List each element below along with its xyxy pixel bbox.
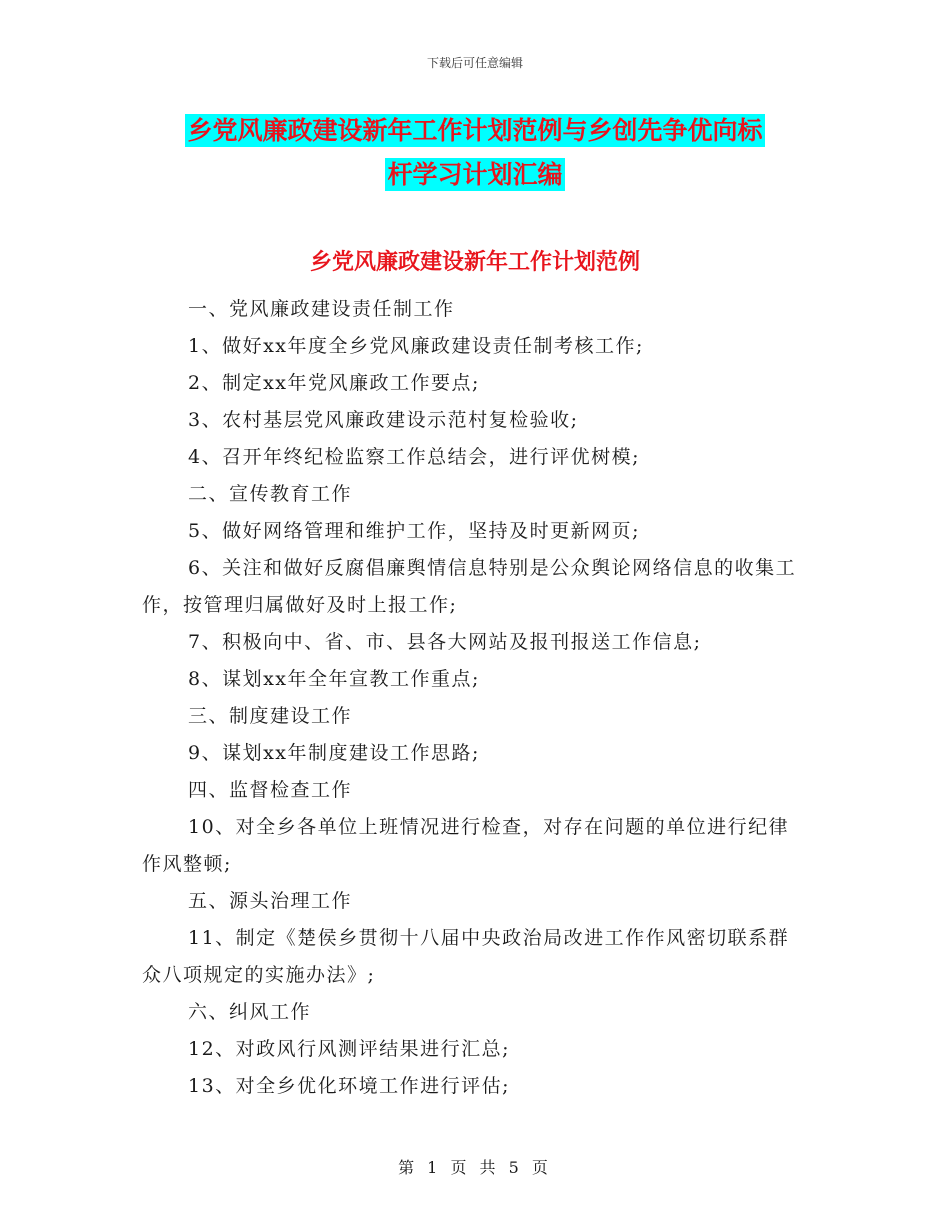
paragraph: 2、制定xx年党风廉政工作要点; [188, 372, 480, 394]
header-note: 下载后可任意编辑 [426, 56, 523, 70]
paragraph: 一、党风廉政建设责任制工作 [188, 298, 455, 320]
paragraph: 8、谋划xx年全年宣教工作重点; [188, 668, 480, 690]
paragraph: 四、监督检查工作 [188, 779, 353, 801]
paragraph: 三、制度建设工作 [188, 705, 353, 727]
main-title-line-1 [0, 111, 950, 151]
paragraph: 二、宣传教育工作 [188, 483, 353, 505]
paragraph: 9、谋划xx年制度建设工作思路; [188, 742, 480, 764]
body-text [142, 291, 807, 1105]
paragraph: 12、对政风行风测评结果进行汇总; [188, 1038, 511, 1060]
main-title-line-2 [0, 155, 950, 195]
main-title-highlight-1: 乡党风廉政建设新年工作计划范例与乡创先争优向标 [187, 116, 763, 145]
section-title: 乡党风廉政建设新年工作计划范例 [309, 250, 640, 275]
paragraph: 4、召开年终纪检监察工作总结会，进行评优树模; [188, 446, 640, 468]
paragraph: 13、对全乡优化环境工作进行评估; [188, 1075, 511, 1097]
paragraph: 10、对全乡各单位上班情况进行检查，对存在问题的单位进行纪律作风整顿; [142, 816, 790, 875]
paragraph: 6、关注和做好反腐倡廉舆情信息特别是公众舆论网络信息的收集工作，按管理归属做好及时上报工作; [142, 557, 797, 616]
paragraph: 六、纠风工作 [188, 1001, 312, 1023]
paragraph: 五、源头治理工作 [188, 890, 353, 912]
paragraph: 3、农村基层党风廉政建设示范村复检验收; [188, 409, 579, 431]
paragraph: 7、积极向中、省、市、县各大网站及报刊报送工作信息; [188, 631, 702, 653]
paragraph: 1、做好xx年度全乡党风廉政建设责任制考核工作; [188, 335, 644, 357]
main-title-highlight-2: 杆学习计划汇编 [387, 160, 563, 189]
paragraph: 11、制定《楚侯乡贯彻十八届中央政治局改进工作作风密切联系群众八项规定的实施办法》; [142, 927, 790, 986]
paragraph: 5、做好网络管理和维护工作，坚持及时更新网页; [188, 520, 640, 542]
page-footer: 第 1 页 共 5 页 [398, 1158, 552, 1177]
